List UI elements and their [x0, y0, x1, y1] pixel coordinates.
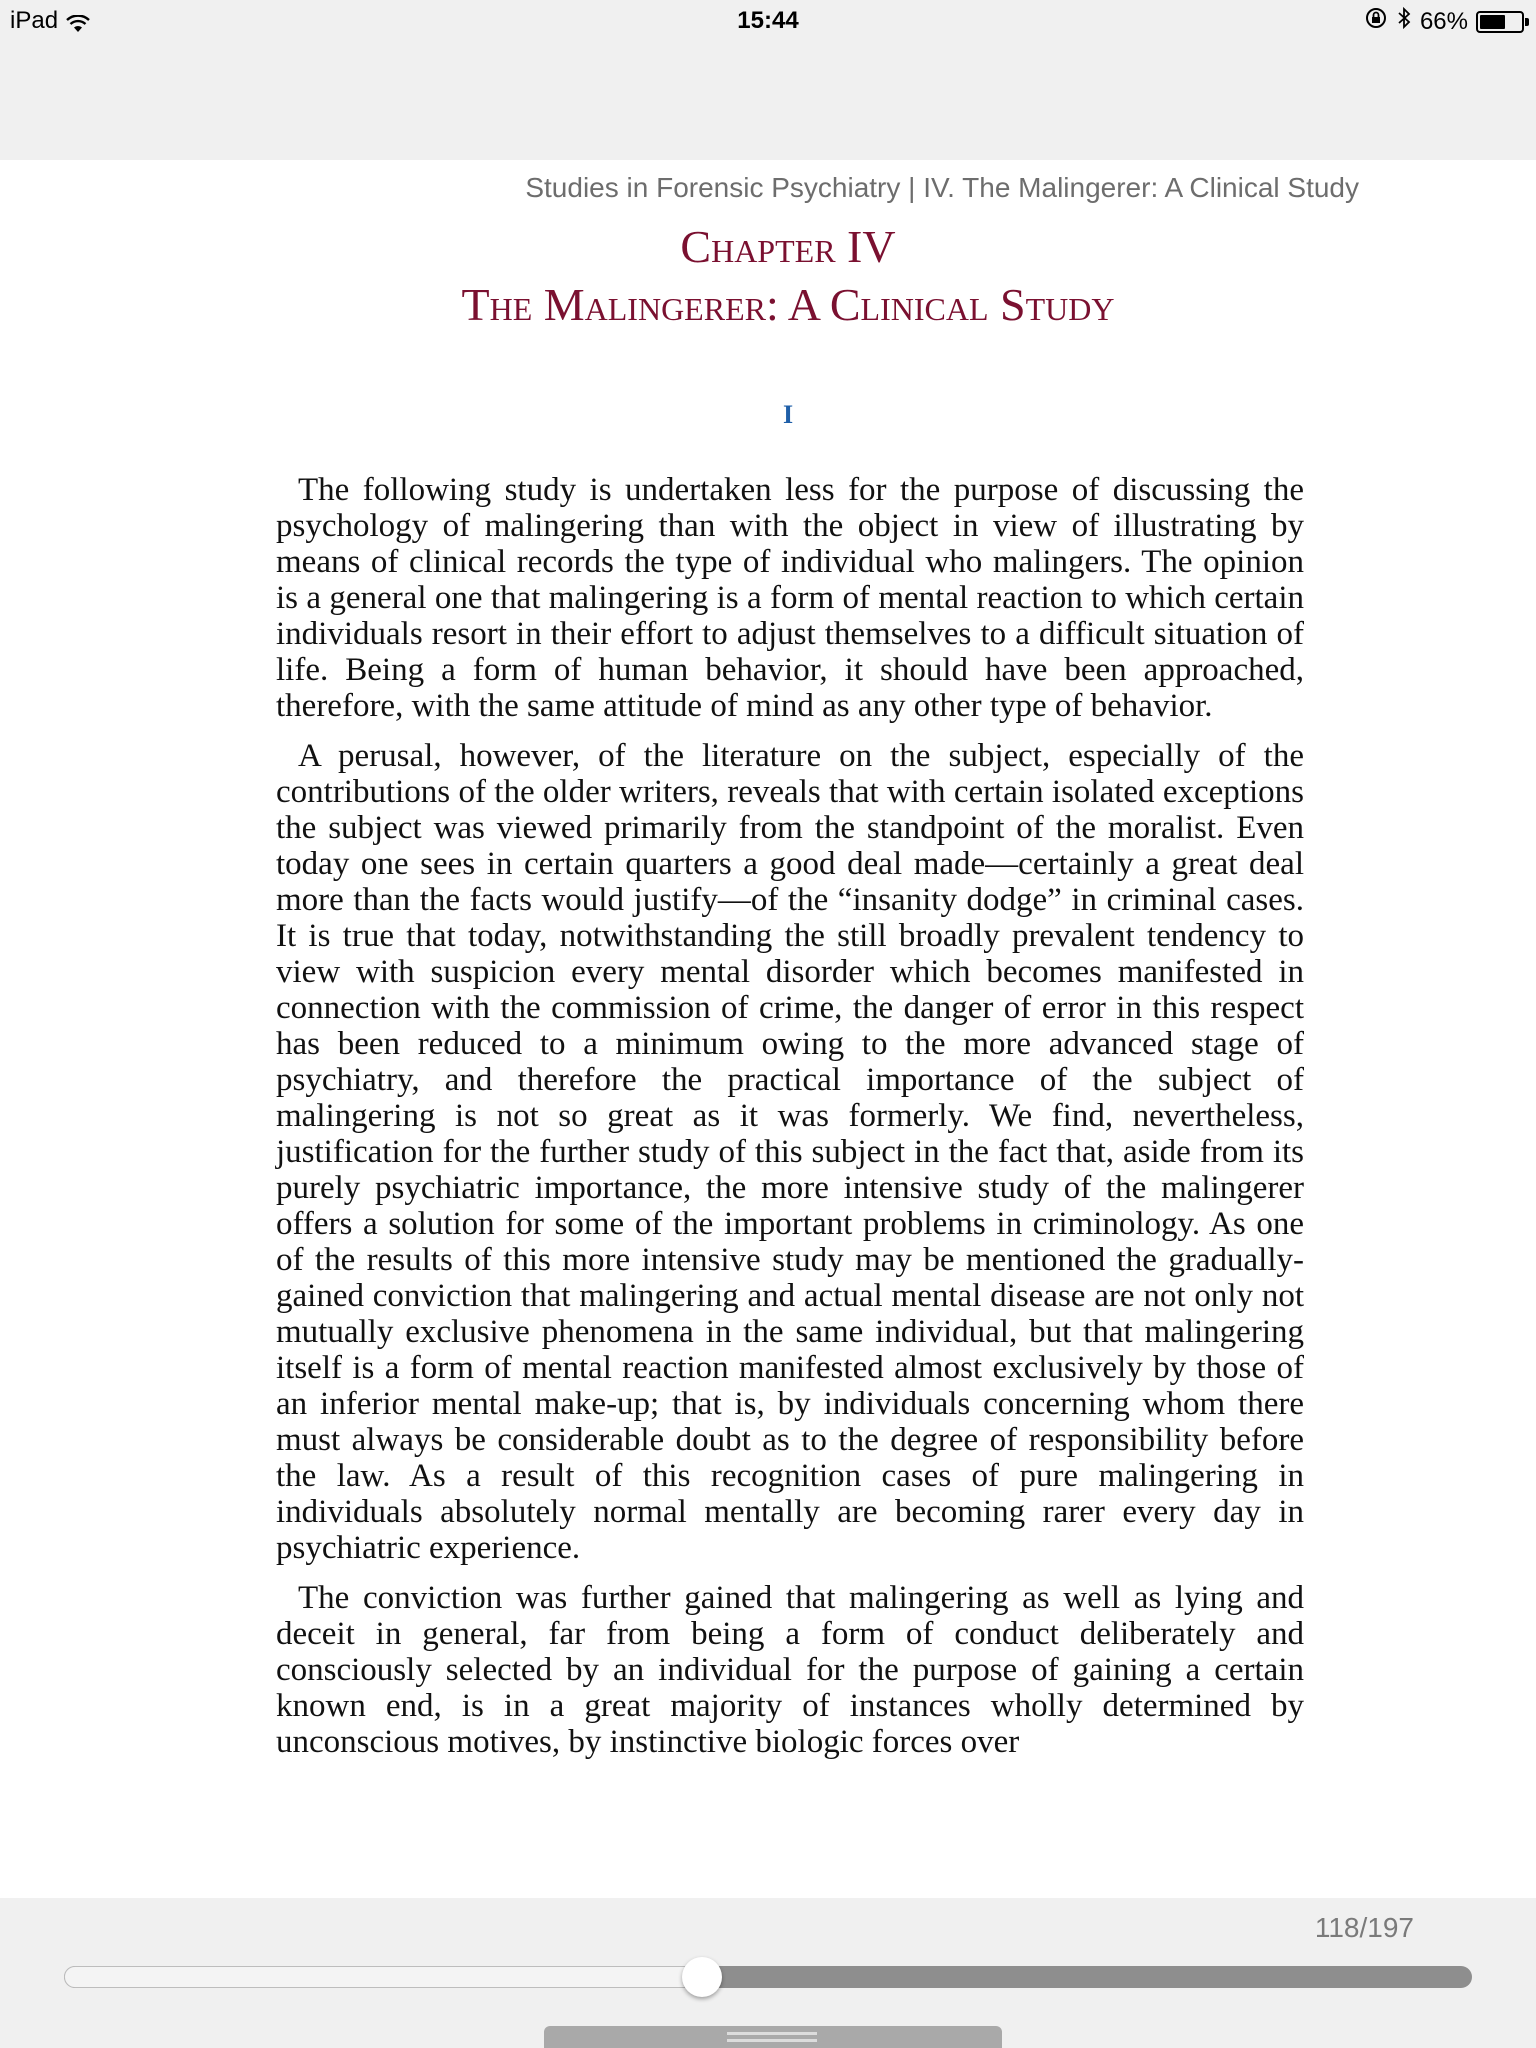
device-name: iPad	[10, 7, 59, 34]
battery-icon	[1476, 11, 1524, 33]
book-page[interactable]	[0, 160, 1536, 1898]
status-bar	[0, 0, 1536, 40]
page-slider-progress	[64, 1966, 702, 1988]
bluetooth-icon	[1396, 6, 1412, 37]
paragraph: The conviction was further gained that malingering as well as lying and deceit in general, far from being a form of conduct deliberately and consciously selected by an individual for the purpose of gaining a certain known end, is in a great majority of instances wholly determined by unconscious motives, by instinctive biologic forces over	[276, 1580, 1304, 1760]
chapter-title: The Malingerer: A Clinical Study	[461, 279, 1115, 330]
drawer-handle[interactable]	[544, 2026, 1002, 2048]
body-text	[276, 472, 1304, 1774]
battery-percent: 66%	[1419, 7, 1468, 35]
battery-fill	[1480, 15, 1505, 29]
reader-toolbar	[0, 1898, 1536, 2048]
battery-tip	[1525, 18, 1529, 26]
grip-lines-icon	[727, 2032, 817, 2044]
chapter-heading	[0, 218, 1536, 334]
paragraph: A perusal, however, of the literature on the subject, especially of the contributions of the older writers, reveals that with certain isolated exceptions the subject was viewed primarily from the standpoint of the moralist. Even today one sees in certain quarters a good deal made—certainly a great deal more than the facts would justify—of the “insanity dodge” in criminal cases. It is true that today, notwithstanding the still broadly prevalent tendency to view with suspicion every mental disorder which becomes manifested in connection with the commission of crime, the danger of error in this respect has been reduced to a minimum owing to the more advanced stage of psychiatry, and therefore the practical importance of the subject of malingering is not so great as it was formerly. We find, nevertheless, justification for the further study of this subject in the fact that, aside from its purely psychiatric importance, the more intensive study of the malingerer offers a solution for some of the important problems in criminology. As one of the results of this more intensive study may be mentioned the gradually-gained conviction that malingering and actual mental disease are not only not mutually exclusive phenomena in the same individual, but that malingering itself is a form of mental reaction manifested almost exclusively by those of an inferior mental make-up; that is, by individuals concerning whom there must always be considerable doubt as to the degree of responsibility before the law. As a result of this recognition cases of pure malingering in individuals absolutely normal mentally are becoming rarer every day in psychiatric experience.	[276, 738, 1304, 1566]
rotation-lock-icon	[1364, 6, 1388, 37]
chapter-number: Chapter IV	[680, 221, 896, 272]
section-number: I	[782, 400, 794, 429]
running-header: Studies in Forensic Psychiatry | IV. The Malingerer: A Clinical Study	[525, 172, 1359, 203]
status-right	[1364, 6, 1524, 37]
page-slider[interactable]	[64, 1966, 1472, 1988]
clock: 15:44	[737, 7, 799, 34]
page-slider-thumb[interactable]	[682, 1957, 722, 1997]
paragraph: The following study is undertaken less for the purpose of discussing the psychology of malingering than with the object in view of illustrating by means of clinical records the type of individual who malingers. The opinion is a general one that malingering is a form of mental reaction to which certain individuals resort in their effort to adjust themselves to a difficult situation of life. Being a form of human behavior, it should have been approached, therefore, with the same attitude of mind as any other type of behavior.	[276, 472, 1304, 724]
page-counter: 118/197	[1314, 1912, 1414, 1943]
